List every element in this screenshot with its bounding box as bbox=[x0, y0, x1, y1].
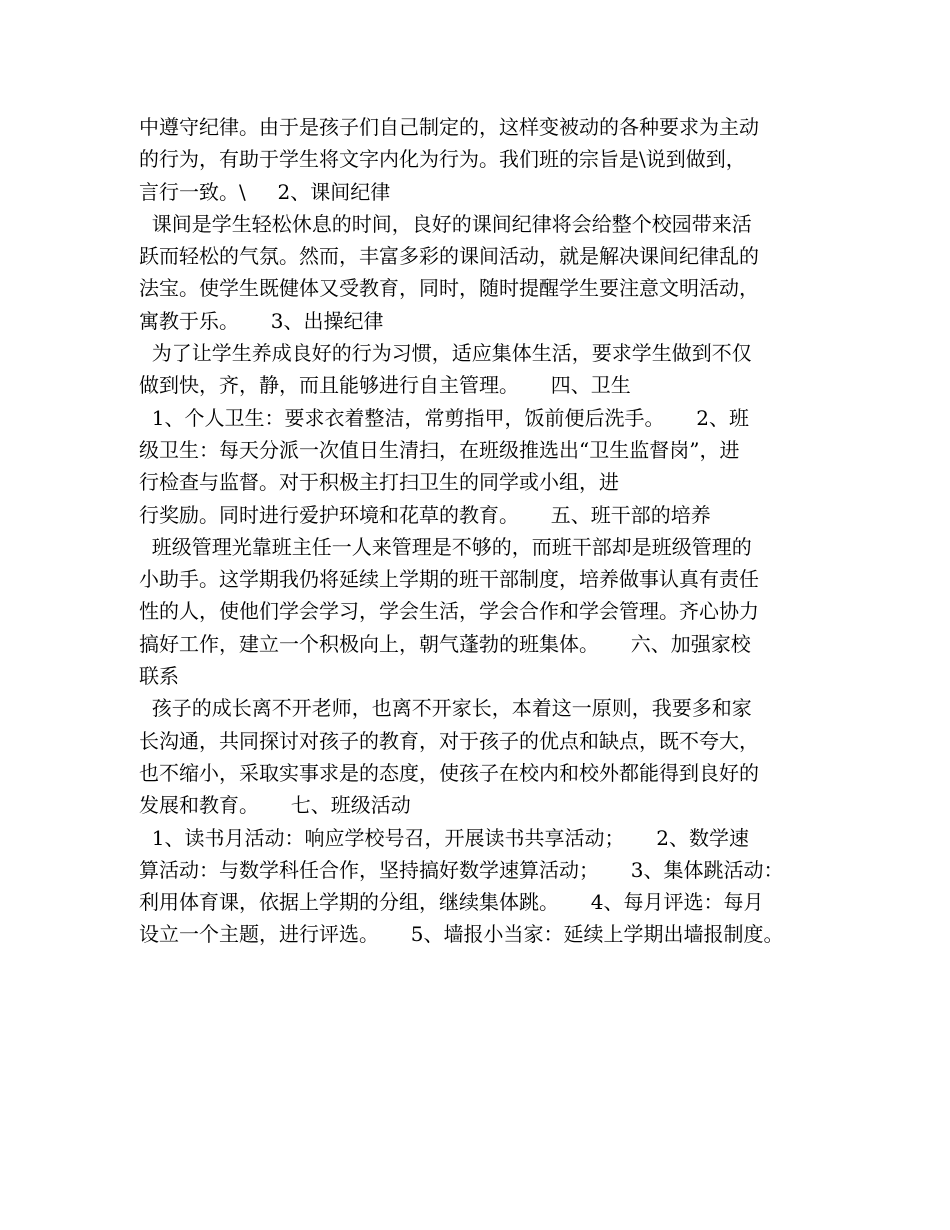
text-line: 言行一致。\ 2、课间纪律 bbox=[139, 179, 391, 204]
text-line: 也不缩小，采取实事求是的态度，使孩子在校内和校外都能得到良好的 bbox=[139, 760, 759, 785]
text-line: 班级管理光靠班主任一人来管理是不够的，而班干部却是班级管理的 bbox=[139, 534, 752, 559]
text-line: 的行为，有助于学生将文字内化为行为。我们班的宗旨是\说到做到， bbox=[139, 147, 746, 172]
text-line: 算活动：与数学科任合作，坚持搞好数学速算活动； 3、集体跳活动： bbox=[139, 857, 784, 882]
text-line: 中遵守纪律。由于是孩子们自己制定的，这样变被动的各种要求为主动 bbox=[139, 115, 759, 139]
text-line: 发展和教育。 七、班级活动 bbox=[139, 793, 411, 818]
text-line: 孩子的成长离不开老师，也离不开家长，本着这一原则，我要多和家 bbox=[139, 696, 752, 721]
text-line: 搞好工作，建立一个积极向上，朝气蓬勃的班集体。 六、加强家校 bbox=[139, 631, 751, 656]
text-line: 联系 bbox=[139, 664, 179, 689]
text-line: 法宝。使学生既健体又受教育，同时，随时提醒学生要注意文明活动， bbox=[139, 276, 759, 301]
text-line: 做到快，齐，静，而且能够进行自主管理。 四、卫生 bbox=[139, 373, 631, 398]
text-line: 小助手。这学期我仍将延续上学期的班干部制度，培养做事认真有责任 bbox=[139, 567, 759, 592]
text-line: 行检查与监督。对于积极主打扫卫生的同学或小组，进 bbox=[139, 470, 619, 495]
text-line: 级卫生：每天分派一次值日生清扫，在班级推选出“卫生监督岗”，进 bbox=[139, 437, 740, 462]
text-line: 利用体育课，依据上学期的分组，继续集体跳。 4、每月评选：每月 bbox=[139, 890, 764, 915]
text-line: 行奖励。同时进行爱护环境和花草的教育。 五、班干部的培养 bbox=[139, 502, 711, 527]
text-line: 寓教于乐。 3、出操纪律 bbox=[139, 308, 384, 333]
text-line: 课间是学生轻松休息的时间，良好的课间纪律将会给整个校园带来活 bbox=[139, 211, 752, 236]
body-text bbox=[139, 111, 839, 951]
text-line: 长沟通，共同探讨对孩子的教育，对于孩子的优点和缺点，既不夸大， bbox=[139, 728, 759, 753]
text-line: 跃而轻松的气氛。然而，丰富多彩的课间活动，就是解决课间纪律乱的 bbox=[139, 244, 759, 269]
text-line: 1、读书月活动：响应学校号召，开展读书共享活动； 2、数学速 bbox=[139, 825, 749, 850]
text-line: 为了让学生养成良好的行为习惯，适应集体生活，要求学生做到不仅 bbox=[139, 341, 752, 366]
text-line: 设立一个主题，进行评选。 5、墙报小当家：延续上学期出墙报制度。 bbox=[139, 922, 784, 947]
text-line: 1、个人卫生：要求衣着整洁，常剪指甲，饭前便后洗手。 2、班 bbox=[139, 405, 749, 430]
text-line: 性的人，使他们学会学习，学会生活，学会合作和学会管理。齐心协力 bbox=[139, 599, 759, 624]
